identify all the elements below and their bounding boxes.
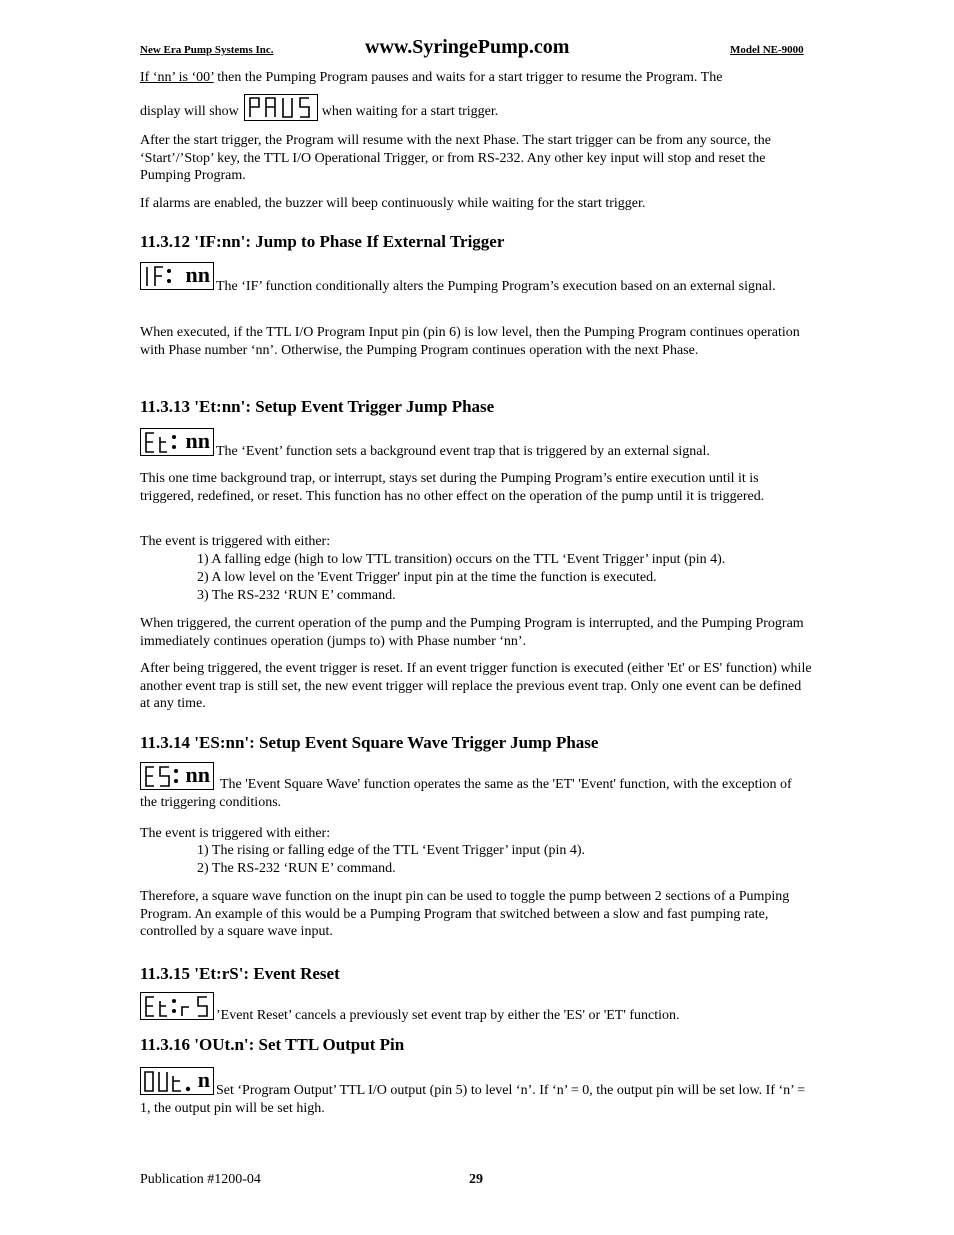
et-list-item: 3) The RS-232 ‘RUN E’ command.: [197, 588, 396, 603]
out-lcd-suffix: n: [197, 1067, 210, 1092]
header-model: Model NE-9000: [730, 44, 804, 56]
heading-if: 11.3.12 'IF:nn': Jump to Phase If External Trigger: [140, 232, 505, 251]
if-lcd-suffix: nn: [185, 262, 210, 287]
intro-paragraph-1: [140, 69, 812, 87]
if-description: The ‘IF’ function conditionally alters the Pumping Program’s execution based on an external signal.: [216, 279, 776, 294]
et-list-item: 1) A falling edge (high to low TTL transition) occurs on the TTL ‘Event Trigger’ input (pin 4).: [197, 552, 726, 567]
intro-paragraph-3: If alarms are enabled, the buzzer will beep continuously while waiting for the start trigger.: [140, 196, 646, 211]
header-company: New Era Pump Systems Inc.: [140, 44, 274, 56]
et-paragraph-3: After being triggered, the event trigger is reset. If an event trigger function is executed (either 'Et' or ES' function) while another event trap is still set, the new event trigger will replace the previous event trap. Only one event can be defined at any time.: [140, 661, 812, 711]
page-number: 29: [469, 1172, 483, 1187]
et-paragraph-1: This one time background trap, or interrupt, stays set during the Pumping Program’s entire execution until it is triggered, redefined, or reset. This function has no other effect on the operation of the pump until it is triggered.: [140, 471, 765, 504]
out-description: Set ‘Program Output’ TTL I/O output (pin 5) to level ‘n’. If ‘n’ = 0, the output pin will be set low. If ‘n’ = 1, the output pin will be set high.: [140, 1083, 806, 1116]
intro-line2-before: display will show: [140, 104, 239, 119]
intro-p1-rest: then the Pumping Program pauses and waits for a start trigger to resume the Program. The: [213, 70, 723, 85]
heading-etrs: 11.3.15 'Et:rS': Event Reset: [140, 964, 340, 983]
es-list-item: 2) The RS-232 ‘RUN E’ command.: [197, 861, 396, 876]
es-list-item: 1) The rising or falling edge of the TTL ‘Event Trigger’ input (pin 4).: [197, 843, 586, 858]
es-description: The 'Event Square Wave' function operates the same as the 'ET' 'Event' function, with the exception of the triggering conditions.: [140, 777, 792, 810]
if-paragraph-1: When executed, if the TTL I/O Program Input pin (pin 6) is low level, then the Pumping Program continues operation with Phase number ‘nn’. Otherwise, the Pumping Program continues operation with the next Phase.: [140, 325, 800, 358]
et-description: The ‘Event’ function sets a background event trap that is triggered by an external signal.: [216, 444, 710, 459]
heading-es: 11.3.14 'ES:nn': Setup Event Square Wave Trigger Jump Phase: [140, 733, 599, 752]
heading-et: 11.3.13 'Et:nn': Setup Event Trigger Jump Phase: [140, 397, 495, 416]
header-website: www.SyringePump.com: [365, 36, 570, 58]
footer-publication: Publication #1200-04: [140, 1172, 261, 1187]
heading-out: 11.3.16 'OUt.n': Set TTL Output Pin: [140, 1035, 405, 1054]
es-list-intro: The event is triggered with either:: [140, 826, 331, 841]
et-list-intro: The event is triggered with either:: [140, 534, 331, 549]
intro-paragraph-2: After the start trigger, the Program will resume with the next Phase. The start trigger can be from any source, the ‘Start’/’Stop’ key, the TTL I/O Operational Trigger, or from RS-232. Any other key input will stop and reset the Pumping Program.: [140, 133, 771, 183]
es-lcd-suffix: nn: [185, 762, 210, 787]
es-paragraph-2: Therefore, a square wave function on the inupt pin can be used to toggle the pump between 2 sections of a Pumping Program. An example of this would be a Pumping Program that switched between a slow and fast pumping rate, controlled by a square wave input.: [140, 889, 790, 939]
et-paragraph-2: When triggered, the current operation of the pump and the Pumping Program is interrupted, and the Pumping Program immediately continues operation (jumps to) with Phase number ‘nn’.: [140, 616, 804, 649]
intro-line2-after: when waiting for a start trigger.: [321, 104, 499, 119]
et-lcd-suffix: nn: [185, 428, 210, 453]
pause-display: [244, 94, 318, 121]
intro-underlined: If ‘nn’ is ‘00’: [140, 70, 214, 85]
etrs-description: ’Event Reset’ cancels a previously set event trap by either the 'ES' or 'ET' function.: [216, 1008, 680, 1023]
et-list-item: 2) A low level on the 'Event Trigger' input pin at the time the function is executed.: [197, 570, 657, 585]
intro-paragraph-1-line2: [140, 89, 498, 121]
